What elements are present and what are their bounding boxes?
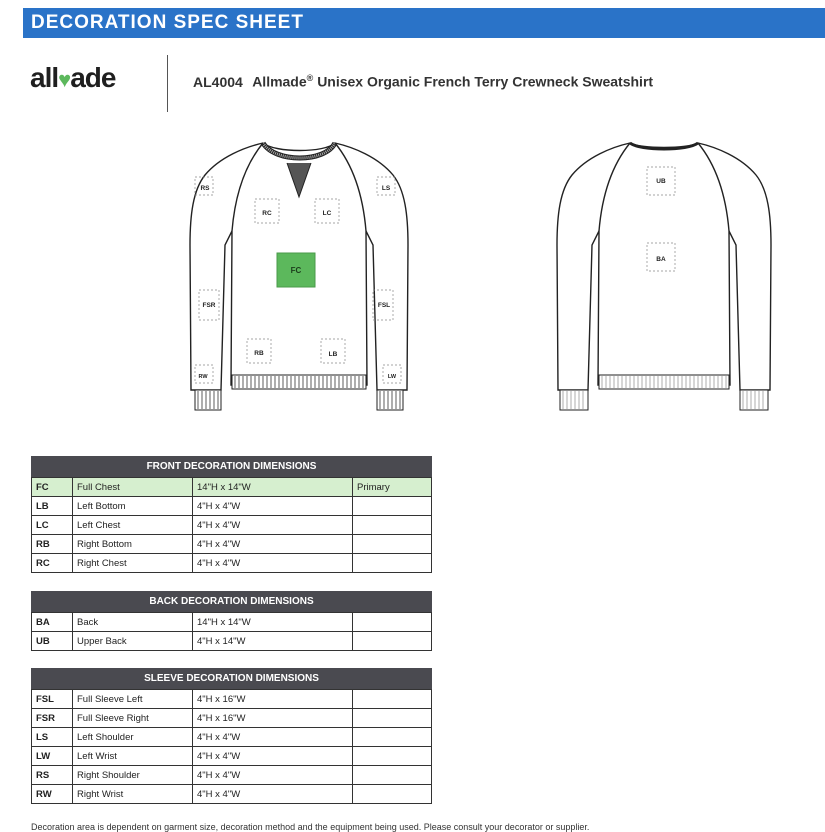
table-row: LB Left Bottom 4"H x 4"W <box>32 497 432 516</box>
front-label-rc: RC <box>262 210 272 217</box>
front-label-rw: RW <box>198 374 208 380</box>
front-decoration-table <box>31 456 432 573</box>
front-table-title: FRONT DECORATION DIMENSIONS <box>31 456 432 477</box>
front-label-ls: LS <box>381 185 391 192</box>
table-row: RB Right Bottom 4"H x 4"W <box>32 535 432 554</box>
product-title: AL4004 Allmade® Unisex Organic French Terry Crewneck Sweatshirt <box>193 73 654 90</box>
product-brand: Allmade <box>252 73 307 90</box>
header-banner <box>23 8 825 38</box>
table-row: LW Left Wrist 4"H x 4"W <box>32 747 432 766</box>
header-divider <box>167 55 168 112</box>
table-row: RS Right Shoulder 4"H x 4"W <box>32 766 432 785</box>
product-code: AL4004 <box>193 73 243 90</box>
back-decoration-table <box>31 591 432 651</box>
page-title: DECORATION SPEC SHEET <box>31 12 304 33</box>
sleeve-decoration-table <box>31 668 432 804</box>
table-row: LC Left Chest 4"H x 4"W <box>32 516 432 535</box>
front-label-lw: LW <box>387 374 397 380</box>
table-row: UB Upper Back 4"H x 14"W <box>32 632 432 651</box>
front-label-fc: FC <box>290 266 302 275</box>
back-label-ba: BA <box>656 256 666 263</box>
front-label-lc: LC <box>322 210 332 217</box>
front-label-lb: LB <box>328 351 338 358</box>
brand-logo: all♥ade <box>30 62 116 93</box>
table-row: FSR Full Sleeve Right 4"H x 16"W <box>32 709 432 728</box>
front-label-fsl: FSL <box>377 302 391 309</box>
table-row: BA Back 14"H x 14"W <box>32 613 432 632</box>
back-garment-illustration <box>552 135 777 415</box>
front-garment-illustration <box>185 135 415 415</box>
back-table-title: BACK DECORATION DIMENSIONS <box>31 591 432 612</box>
sleeve-table-title: SLEEVE DECORATION DIMENSIONS <box>31 668 432 689</box>
heart-icon: ♥ <box>58 67 71 92</box>
footnote: Decoration area is dependent on garment size, decoration method and the equipment being used. Please consult your decorator or supplier. <box>31 822 590 832</box>
table-row: FSL Full Sleeve Left 4"H x 16"W <box>32 690 432 709</box>
table-row: LS Left Shoulder 4"H x 4"W <box>32 728 432 747</box>
table-row: RC Right Chest 4"H x 4"W <box>32 554 432 573</box>
front-label-fsr: FSR <box>202 302 216 309</box>
table-row: RW Right Wrist 4"H x 4"W <box>32 785 432 804</box>
front-label-rb: RB <box>254 350 264 357</box>
table-row: FC Full Chest 14"H x 14"W Primary <box>32 478 432 497</box>
front-label-rs: RS <box>200 185 210 192</box>
product-name: Unisex Organic French Terry Crewneck Sweatshirt <box>317 73 654 90</box>
back-label-ub: UB <box>656 178 666 185</box>
